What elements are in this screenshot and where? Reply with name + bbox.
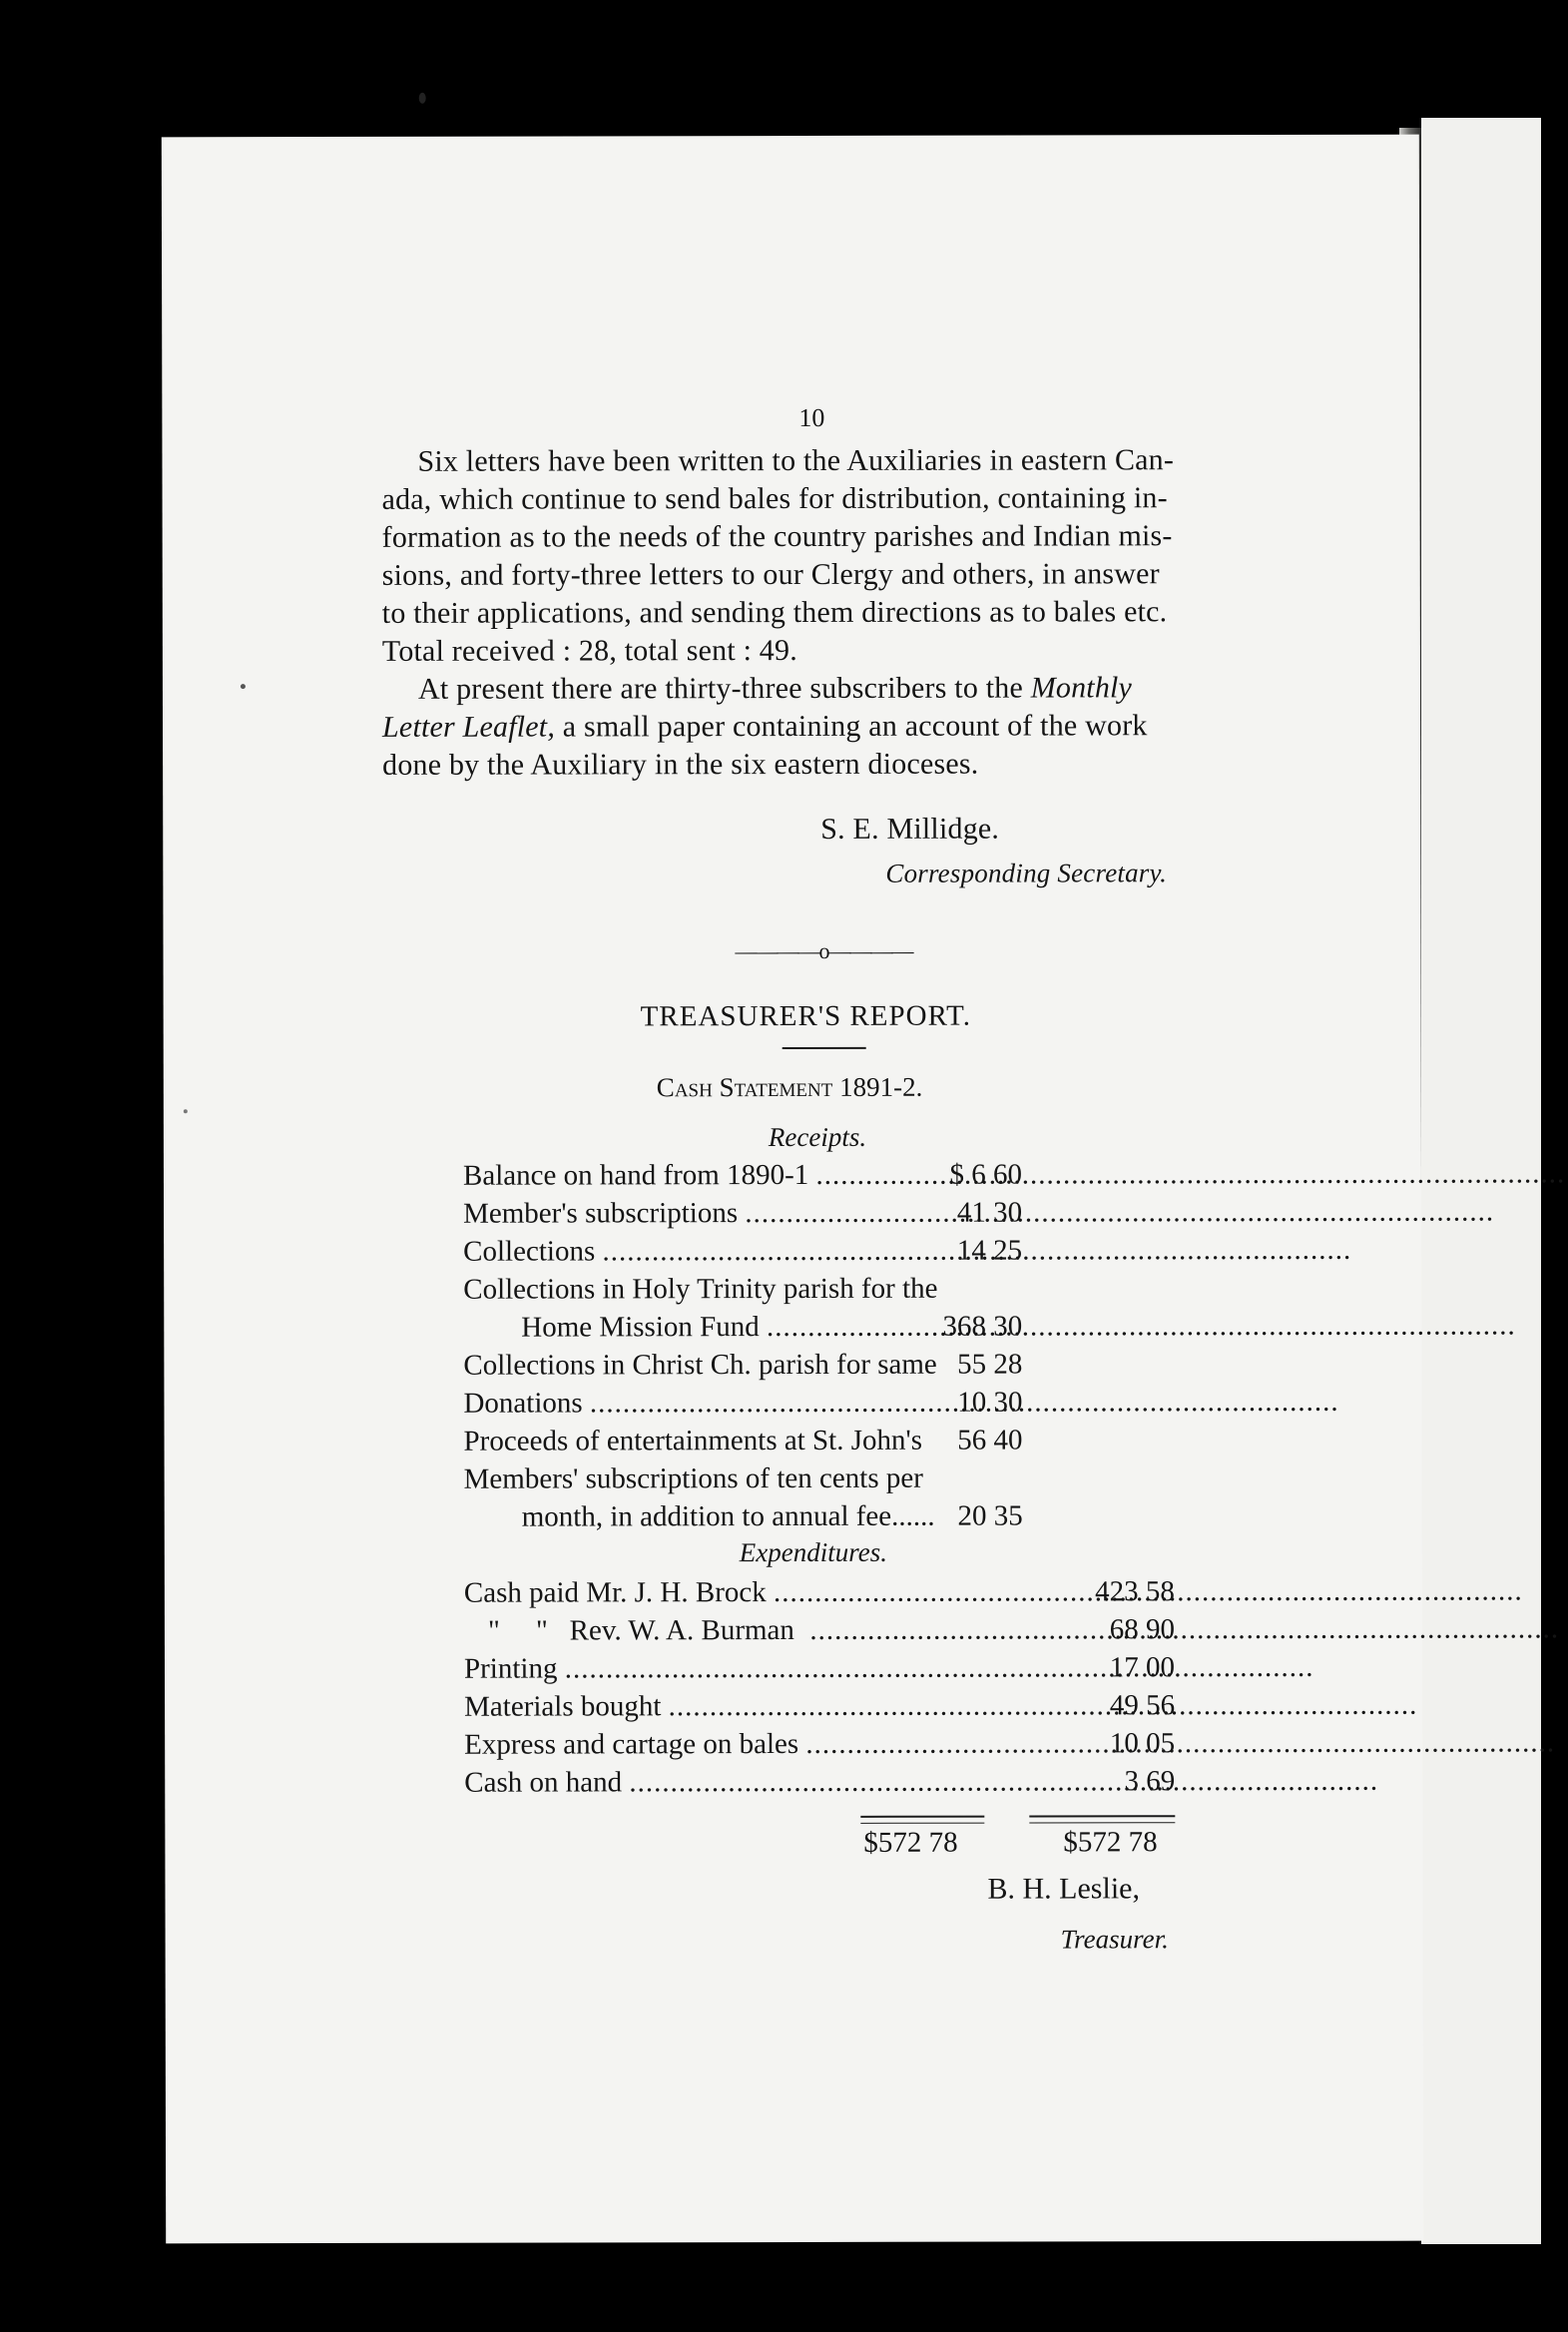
scan-speck (419, 93, 426, 104)
treasurer-signature-title: Treasurer. (1060, 1924, 1169, 1955)
receipt-row (463, 1346, 1022, 1385)
section-separator: ————o———— (735, 937, 913, 964)
receipt-row (464, 1459, 1023, 1498)
receipt-row (464, 1497, 1023, 1536)
treasurer-signature-name: B. H. Leslie, (987, 1872, 1140, 1906)
page-number: 10 (798, 402, 825, 432)
receipt-label: Home Mission Fund ..... (521, 1308, 848, 1347)
receipt-label: Member's subscriptions ..... (463, 1194, 848, 1233)
cash-statement-title: Cash Statement 1891-2. (656, 1071, 923, 1103)
heading-underline (783, 1047, 866, 1049)
expenditure-amount: 49 56 (1109, 1689, 1176, 1722)
secretary-signature-name: S. E. Millidge. (820, 812, 1000, 846)
expenditure-amount: 423 58 (1095, 1575, 1175, 1608)
paragraph-line: Six letters have been written to the Auxiliaries in eastern Can- (417, 443, 1175, 478)
receipts-heading: Receipts. (768, 1121, 867, 1153)
receipt-amount: 20 35 (957, 1499, 1023, 1532)
expenditures-total-rule (1029, 1815, 1175, 1817)
receipt-amount: 14 25 (956, 1234, 1023, 1267)
receipt-row (463, 1194, 1022, 1233)
receipts-total-rule (860, 1816, 984, 1818)
expenditure-label: Cash on hand ..... (464, 1763, 849, 1802)
receipt-row (463, 1270, 1022, 1309)
expenditure-label: " " Rev. W. A. Burman ..... (488, 1611, 849, 1650)
leaflet-text: At present there are thirty-three subscribers to the (417, 671, 1031, 706)
treasurer-report-heading: TREASURER'S REPORT. (640, 999, 972, 1033)
expenditure-label: Printing ..... (464, 1649, 849, 1688)
scan-speck (184, 1109, 188, 1113)
expenditure-amount: 68 90 (1109, 1613, 1175, 1646)
expenditure-row (464, 1610, 1175, 1649)
receipts-total: $572 78 (863, 1826, 958, 1859)
receipt-row (463, 1156, 1022, 1195)
receipt-label: Members' subscriptions of ten cents per (463, 1461, 923, 1495)
receipt-label: Donations ..... (463, 1384, 848, 1423)
paragraph-line: formation as to the needs of the country parishes and Indian mis- (381, 519, 1173, 554)
document-page (162, 135, 1423, 2244)
expenditure-row (464, 1686, 1175, 1725)
paragraph-line (382, 707, 1370, 747)
receipts-total-rule (860, 1823, 984, 1824)
paragraph-line: ada, which continue to send bales for distribution, containing in- (381, 481, 1168, 516)
secretary-report-paragraph (381, 441, 1370, 785)
expenditure-amount: 3 69 (1124, 1765, 1176, 1798)
receipt-amount: 55 28 (957, 1348, 1023, 1381)
receipt-label: Proceeds of entertainments at St. John's (463, 1424, 923, 1458)
receipt-amount: 368 30 (942, 1310, 1023, 1343)
receipt-label: Collections ..... (463, 1232, 848, 1271)
expenditures-total: $572 78 (1063, 1826, 1158, 1859)
receipt-amount: 56 40 (957, 1424, 1023, 1457)
receipt-row (463, 1308, 1022, 1347)
receipt-label: Collections in Holy Trinity parish for the (463, 1272, 938, 1306)
leaflet-text: a small paper containing an account of the work (554, 709, 1148, 744)
expenditure-label: Cash paid Mr. J. H. Brock ..... (464, 1573, 849, 1612)
scan-speck (241, 684, 246, 689)
expenditure-row (464, 1572, 1175, 1611)
expenditure-row (464, 1724, 1175, 1763)
secretary-signature-title: Corresponding Secretary. (885, 858, 1168, 888)
expenditure-label: Express and cartage on bales ..... (464, 1725, 849, 1764)
expenditure-row (464, 1762, 1175, 1801)
expenditure-label: Materials bought ..... (464, 1687, 849, 1726)
expenditure-amount: 17 00 (1109, 1651, 1176, 1684)
receipt-amount: 10 30 (957, 1386, 1023, 1419)
receipt-label: Balance on hand from 1890-1 ..... (463, 1156, 848, 1195)
receipt-row (463, 1232, 1022, 1271)
expenditure-amount: 10 05 (1109, 1727, 1176, 1760)
expenditure-row (464, 1648, 1175, 1687)
paragraph-line: done by the Auxiliary in the six eastern dioceses. (382, 747, 979, 782)
receipt-row (463, 1422, 1022, 1460)
leaflet-title-part: Monthly (1030, 671, 1133, 705)
paragraph-line: Total received : 28, total sent : 49. (381, 633, 797, 668)
receipt-amount: $ 6 60 (949, 1158, 1023, 1191)
paragraph-line (382, 669, 1370, 709)
receipt-label: month, in addition to annual fee...... (521, 1499, 935, 1533)
receipt-label: Collections in Christ Ch. parish for same (463, 1348, 937, 1382)
paragraph-line: sions, and forty-three letters to our Clergy and others, in answer (381, 557, 1160, 592)
expenditures-heading: Expenditures. (739, 1536, 888, 1568)
receipt-amount: 41 30 (956, 1196, 1023, 1229)
leaflet-title-part: Letter Leaflet, (381, 710, 556, 744)
receipt-row (463, 1384, 1022, 1423)
expenditures-total-rule (1029, 1822, 1175, 1823)
paragraph-line: to their applications, and sending them directions as to bales etc. (381, 595, 1168, 630)
